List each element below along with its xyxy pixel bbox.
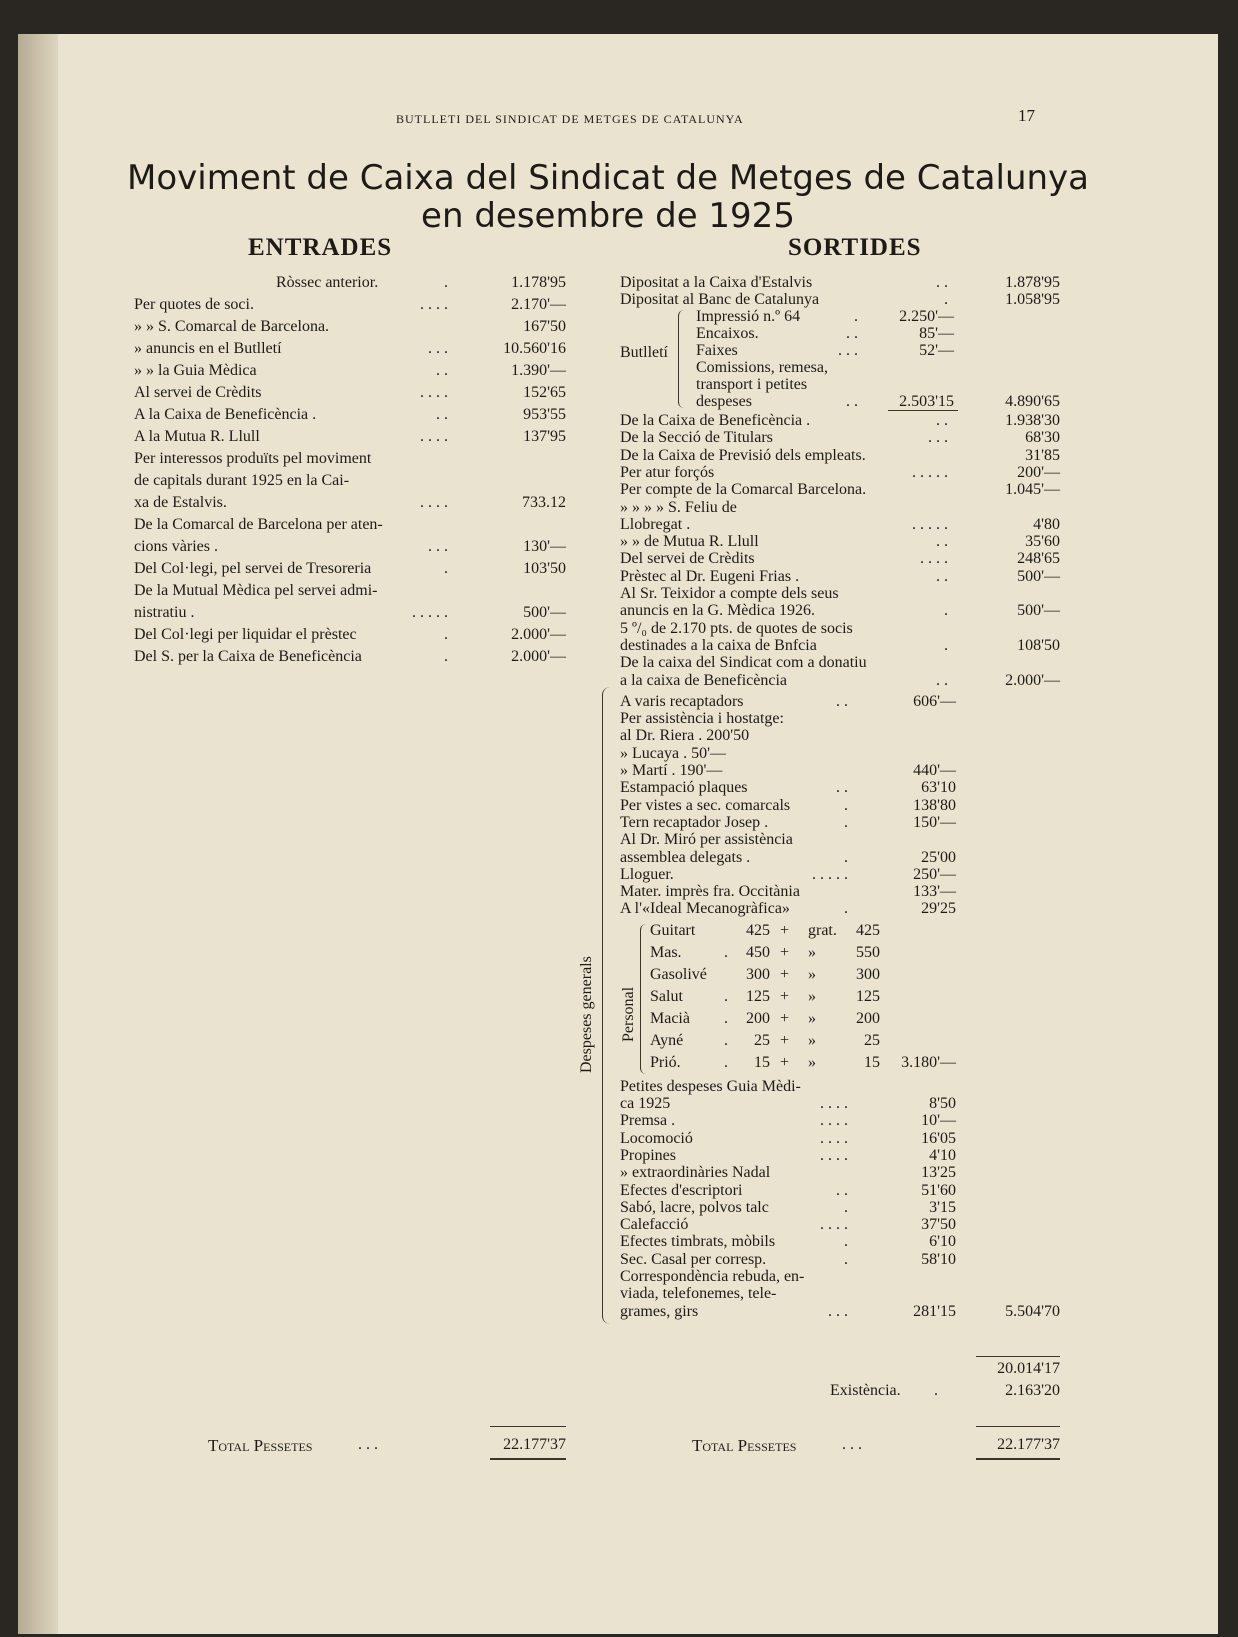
butlleti-item-label: transport i petites: [696, 376, 808, 393]
personal-plus: +: [780, 921, 790, 939]
personal-brace: [640, 924, 647, 1074]
despeses-generals-brace: [602, 687, 611, 1324]
personal-name: Mas.: [650, 943, 682, 961]
personal-grat-label: »: [808, 965, 816, 983]
existencia-dots: .: [934, 1382, 938, 1399]
personal-grat-label: »: [808, 1053, 816, 1071]
personal-plus: +: [780, 1009, 790, 1027]
despesa-dots: . . . .: [820, 1112, 848, 1130]
despesa-dots: .: [844, 796, 848, 814]
despesa-amount: 281'15: [913, 1302, 956, 1320]
sortida-label: De la Secció de Titulars: [620, 429, 773, 447]
butlleti-item-label: Faixes: [696, 342, 738, 359]
entrada-label: Per interessos produïts pel moviment: [134, 450, 372, 467]
personal-grat-value: 125: [856, 987, 880, 1005]
sortida-dots: . . . .: [920, 550, 948, 568]
personal-plus: +: [780, 1031, 790, 1049]
despesa-label: Sabó, lacre, polvos talc: [620, 1198, 769, 1216]
despesa-amount: 606'—: [913, 692, 956, 710]
despesa-label: » extraordinàries Nadal: [620, 1164, 771, 1182]
despesa-label: ca 1925: [620, 1095, 671, 1112]
sortida-label: a la caixa de Beneficència: [620, 671, 787, 689]
sortida-label: Dipositat a la Caixa d'Estalvis: [620, 274, 813, 291]
sortida-amount: 248'65: [1017, 550, 1060, 568]
entrades-heading: ENTRADES: [248, 234, 393, 261]
sortides-subtotal-rule: [976, 1356, 1060, 1357]
despesa-label: » Martí . 190'—: [620, 762, 723, 779]
entrada-dots: . . . .: [420, 494, 448, 511]
sortida-dots: . . . . .: [912, 463, 948, 481]
despesa-amount: 4'10: [929, 1146, 956, 1164]
sortida-amount: 1.878'95: [1005, 274, 1060, 291]
sortida-label: destinades a la caixa de Bnfcia: [620, 636, 817, 654]
butlleti-item-label: Encaixos.: [696, 325, 759, 342]
entrada-dots: . . . .: [420, 428, 448, 445]
entrada-label: Ròssec anterior.: [276, 274, 379, 291]
despesa-label: Per assistència i hostatge:: [620, 710, 784, 728]
despesa-label: Locomoció: [620, 1129, 693, 1147]
sortida-label: Per compte de la Comarcal Barcelona.: [620, 481, 867, 499]
entrada-label: nistratiu .: [134, 604, 195, 621]
butlleti-item-dots: .: [854, 308, 858, 325]
entrada-amount: 103'50: [523, 560, 566, 577]
personal-name: Salut: [650, 987, 683, 1005]
entrada-label: A la Mutua R. Llull: [134, 428, 260, 445]
butlleti-brace: [678, 310, 685, 408]
sortida-label: De la caixa del Sindicat com a donatiu: [620, 654, 867, 672]
sortida-amount: 1.045'—: [1005, 481, 1060, 499]
despesa-dots: .: [844, 900, 848, 918]
despesa-amount: 250'—: [913, 865, 956, 883]
butlleti-item-label: despeses: [696, 393, 752, 410]
butlleti-item-dots: . .: [846, 325, 858, 342]
despesa-dots: . . .: [828, 1302, 848, 1320]
document-page: [18, 34, 1218, 1634]
butlleti-item-amount: 2.250'—: [899, 308, 954, 325]
entrada-label: De la Comarcal de Barcelona per aten-: [134, 516, 383, 533]
sortida-dots: . . . . .: [912, 515, 948, 533]
sortida-label: Al Sr. Teixidor a compte dels seus: [620, 585, 839, 602]
despesa-dots: . . . .: [820, 1129, 848, 1147]
butlleti-item-amount: 85'—: [919, 325, 954, 342]
entrada-label: » » S. Comarcal de Barcelona.: [134, 318, 330, 335]
despesa-amount: 25'00: [921, 848, 956, 866]
despesa-dots: .: [844, 1198, 848, 1216]
personal-plus: +: [780, 943, 790, 961]
entrada-amount: 2.000'—: [511, 626, 566, 643]
sortida-label: 5 º/₀ de 2.170 pts. de quotes de socis: [620, 619, 853, 637]
personal-total: 3.180'—: [901, 1053, 956, 1071]
entrada-label: Del Col·legi per liquidar el prèstec: [134, 626, 357, 643]
personal-name: Prió.: [650, 1053, 681, 1071]
despesa-label: Mater. imprès fra. Occitània: [620, 883, 800, 901]
sortida-dots: .: [944, 602, 948, 620]
entrada-dots: . . . .: [420, 296, 448, 313]
personal-salary: 125: [746, 987, 770, 1005]
existencia-label: Existència.: [830, 1382, 901, 1399]
sortida-dots: . .: [936, 274, 948, 291]
personal-name: Gasolivé: [650, 965, 707, 983]
personal-plus: +: [780, 1053, 790, 1071]
personal-salary: 25: [754, 1031, 770, 1049]
entrada-amount: 152'65: [523, 384, 566, 401]
entrada-dots: . . . .: [420, 384, 448, 401]
despesa-amount: 440'—: [913, 762, 956, 779]
entrades-total-label: Total Pessetes: [208, 1436, 313, 1455]
despesa-label: Tern recaptador Josep .: [620, 813, 769, 831]
butlleti-item-label: Impressió n.º 64: [696, 308, 801, 325]
despesa-label: al Dr. Riera . 200'50: [620, 727, 750, 745]
personal-name: Ayné: [650, 1031, 684, 1049]
personal-label: Personal: [620, 986, 637, 1042]
entrada-amount: 2.000'—: [511, 648, 566, 665]
personal-plus: +: [780, 987, 790, 1005]
entrada-amount: 130'—: [523, 538, 566, 555]
sortides-heading: SORTIDES: [788, 234, 922, 261]
despesa-label: viada, telefonemes, tele-: [620, 1285, 777, 1303]
despesa-label: Calefacció: [620, 1216, 689, 1234]
sortida-label: » » » » S. Feliu de: [620, 498, 737, 516]
personal-dots: .: [724, 1031, 728, 1049]
personal-grat-value: 550: [856, 943, 880, 961]
entrada-amount: 733.12: [522, 494, 566, 511]
sortida-dots: . . .: [928, 429, 948, 447]
sortida-dots: . .: [936, 412, 948, 429]
entrada-label: Al servei de Crèdits: [134, 384, 262, 401]
entrada-dots: . . .: [428, 340, 448, 357]
sortida-amount: 1.938'30: [1005, 412, 1060, 429]
entrada-amount: 500'—: [523, 604, 566, 621]
entrada-amount: 10.560'16: [503, 340, 566, 357]
butlleti-item-label: Comissions, remesa,: [696, 359, 828, 376]
entrada-label: de capitals durant 1925 en la Cai-: [134, 472, 350, 489]
entrada-dots: . .: [436, 362, 448, 379]
personal-name: Macià: [650, 1009, 690, 1027]
entrada-dots: .: [444, 626, 448, 643]
sortida-amount: 200'—: [1017, 463, 1060, 481]
despesa-label: Petites despeses Guia Mèdi-: [620, 1077, 801, 1095]
despesa-amount: 133'—: [913, 883, 956, 901]
entrada-label: » anuncis en el Butlletí: [134, 340, 282, 357]
despesa-amount: 37'50: [921, 1216, 956, 1234]
entrades-total-dots: . . .: [358, 1436, 378, 1453]
entrades-total-double-rule: [490, 1458, 566, 1460]
butlleti-item-dots: . .: [846, 393, 858, 410]
butlleti-item-dots: . . .: [838, 342, 858, 359]
despesa-label: Correspondència rebuda, en-: [620, 1268, 805, 1285]
sortida-label: De la Caixa de Previsió dels empleats.: [620, 446, 866, 464]
despesa-amount: 58'10: [921, 1250, 956, 1268]
entrada-label: xa de Estalvis.: [134, 494, 227, 511]
sortides-total-dots: . . .: [842, 1436, 862, 1453]
entrada-amount: 1.390'—: [511, 362, 566, 379]
sortides-total-label: Total Pessetes: [692, 1436, 797, 1455]
sortida-dots: .: [944, 291, 948, 308]
despesa-label: Efectes timbrats, mòbils: [620, 1233, 776, 1251]
despesa-amount: 29'25: [921, 900, 956, 918]
entrada-dots: . .: [436, 406, 448, 423]
personal-salary: 200: [746, 1009, 770, 1027]
page-title-line-1: Moviment de Caixa del Sindicat de Metges de Catalunya: [126, 158, 1089, 198]
sortida-label: Prèstec al Dr. Eugeni Frias .: [620, 567, 800, 585]
personal-name: Guitart: [650, 921, 696, 939]
sortida-dots: .: [944, 636, 948, 654]
despesa-label: Estampació plaques: [620, 779, 748, 797]
despesa-dots: . . . .: [820, 1095, 848, 1112]
despesa-amount: 10'—: [921, 1112, 956, 1130]
despesa-amount: 8'50: [929, 1095, 956, 1112]
personal-grat-label: »: [808, 943, 816, 961]
despesa-dots: .: [844, 1250, 848, 1268]
entrada-dots: .: [444, 560, 448, 577]
sortides-total-rule: [976, 1426, 1060, 1427]
sortida-label: De la Caixa de Beneficència .: [620, 412, 811, 429]
sortida-amount: 68'30: [1025, 429, 1060, 447]
despesa-label: A l'«Ideal Mecanogràfica»: [620, 900, 790, 918]
despesa-label: Efectes d'escriptori: [620, 1181, 743, 1199]
personal-dots: .: [724, 987, 728, 1005]
sortida-label: Per atur forçós: [620, 463, 715, 481]
despesa-dots: . .: [836, 1181, 848, 1199]
sortida-amount: 35'60: [1025, 533, 1060, 551]
entrada-label: Del Col·legi, pel servei de Tresoreria: [134, 560, 372, 577]
sortides-total-double-rule: [976, 1458, 1060, 1460]
entrada-dots: . . . . .: [412, 604, 448, 621]
sortida-amount: 1.058'95: [1005, 291, 1060, 308]
personal-grat-value: 425: [856, 921, 880, 939]
sortida-label: » » de Mutua R. Llull: [620, 533, 759, 551]
entrada-label: » » la Guia Mèdica: [134, 362, 257, 379]
sortida-label: anuncis en la G. Mèdica 1926.: [620, 602, 816, 620]
despesa-dots: . .: [836, 692, 848, 710]
butlleti-total: 4.890'65: [1005, 393, 1060, 410]
despesa-label: Premsa .: [620, 1112, 676, 1130]
butlleti-item-amount: 52'—: [919, 342, 954, 359]
entrada-dots: .: [444, 274, 448, 291]
despesa-amount: 51'60: [921, 1181, 956, 1199]
despesa-dots: .: [844, 848, 848, 866]
personal-grat-label: »: [808, 987, 816, 1005]
despesa-amount: 13'25: [921, 1164, 956, 1182]
entrada-label: cions vàries .: [134, 538, 218, 555]
despesa-label: assemblea delegats .: [620, 848, 751, 866]
personal-salary: 450: [746, 943, 770, 961]
sortides-total-value: 22.177'37: [997, 1436, 1060, 1453]
despesa-label: Sec. Casal per corresp.: [620, 1250, 767, 1268]
page-title-line-2: en desembre de 1925: [421, 196, 795, 236]
entrada-dots: . . .: [428, 538, 448, 555]
despesa-label: grames, girs: [620, 1302, 699, 1320]
despesa-label: A varis recaptadors: [620, 692, 744, 710]
despesa-dots: .: [844, 813, 848, 831]
despesa-amount: 6'10: [929, 1233, 956, 1251]
sortida-label: Del servei de Crèdits: [620, 550, 755, 568]
entrada-amount: 1.178'95: [511, 274, 566, 291]
personal-salary: 425: [746, 921, 770, 939]
sortida-amount: 4'80: [1033, 515, 1060, 533]
despesa-dots: . . . .: [820, 1146, 848, 1164]
personal-dots: .: [724, 1009, 728, 1027]
entrada-amount: 137'95: [523, 428, 566, 445]
despesa-amount: 16'05: [921, 1129, 956, 1147]
personal-dots: .: [724, 943, 728, 961]
despesa-amount: 63'10: [921, 779, 956, 797]
sortida-amount: 2.000'—: [1005, 671, 1060, 689]
sortida-amount: 31'85: [1025, 446, 1060, 464]
despesa-amount: 138'80: [913, 796, 956, 814]
butlleti-subtotal-rule: [888, 410, 958, 411]
personal-grat-label: grat.: [808, 921, 837, 939]
personal-grat-value: 200: [856, 1009, 880, 1027]
despeses-total: 5.504'70: [1005, 1302, 1060, 1320]
butlleti-label: Butlletí: [620, 344, 668, 361]
personal-dots: .: [724, 1053, 728, 1071]
book-spine: [18, 34, 58, 1634]
entrades-total-rule: [490, 1426, 566, 1427]
despesa-amount: 150'—: [913, 813, 956, 831]
entrada-amount: 167'50: [523, 318, 566, 335]
personal-salary: 15: [754, 1053, 770, 1071]
personal-grat-label: »: [808, 1009, 816, 1027]
sortida-dots: . .: [936, 671, 948, 689]
despeses-generals-label: Despeses generals: [578, 955, 595, 1073]
entrada-amount: 2.170'—: [511, 296, 566, 313]
sortida-amount: 500'—: [1017, 567, 1060, 585]
sortida-amount: 500'—: [1017, 602, 1060, 620]
despesa-dots: . . . .: [820, 1216, 848, 1234]
personal-grat-value: 25: [864, 1031, 880, 1049]
entrades-total-value: 22.177'37: [503, 1436, 566, 1453]
sortida-dots: . .: [936, 567, 948, 585]
entrada-amount: 953'55: [523, 406, 566, 423]
butlleti-item-amount: 2.503'15: [899, 393, 954, 410]
despesa-label: Al Dr. Miró per assistència: [620, 831, 793, 849]
personal-grat-value: 15: [864, 1053, 880, 1071]
despesa-label: Per vistes a sec. comarcals: [620, 796, 791, 814]
despesa-dots: . .: [836, 779, 848, 797]
entrada-dots: .: [444, 648, 448, 665]
sortida-amount: 108'50: [1017, 636, 1060, 654]
personal-grat-value: 300: [856, 965, 880, 983]
entrada-label: Del S. per la Caixa de Beneficència: [134, 648, 362, 665]
entrada-label: A la Caixa de Beneficència .: [134, 406, 317, 423]
personal-grat-label: »: [808, 1031, 816, 1049]
despesa-label: Lloguer.: [620, 865, 674, 883]
sortides-subtotal: 20.014'17: [997, 1360, 1060, 1377]
sortida-label: Dipositat al Banc de Catalunya: [620, 291, 820, 308]
personal-salary: 300: [746, 965, 770, 983]
despesa-dots: .: [844, 1233, 848, 1251]
despesa-amount: 3'15: [929, 1198, 956, 1216]
despesa-dots: . . . . .: [812, 865, 848, 883]
sortida-label: Llobregat .: [620, 515, 691, 533]
sortida-dots: . .: [936, 533, 948, 551]
entrada-label: Per quotes de soci.: [134, 296, 254, 313]
page-number: 17: [1018, 106, 1035, 125]
running-header: BUTLLETI DEL SINDICAT DE METGES DE CATALUNYA: [396, 112, 744, 126]
despesa-label: Propines: [620, 1146, 676, 1164]
despesa-label: » Lucaya . 50'—: [620, 744, 726, 762]
entrada-label: De la Mutual Mèdica pel servei admi-: [134, 582, 378, 599]
personal-plus: +: [780, 965, 790, 983]
existencia-value: 2.163'20: [1005, 1382, 1060, 1399]
